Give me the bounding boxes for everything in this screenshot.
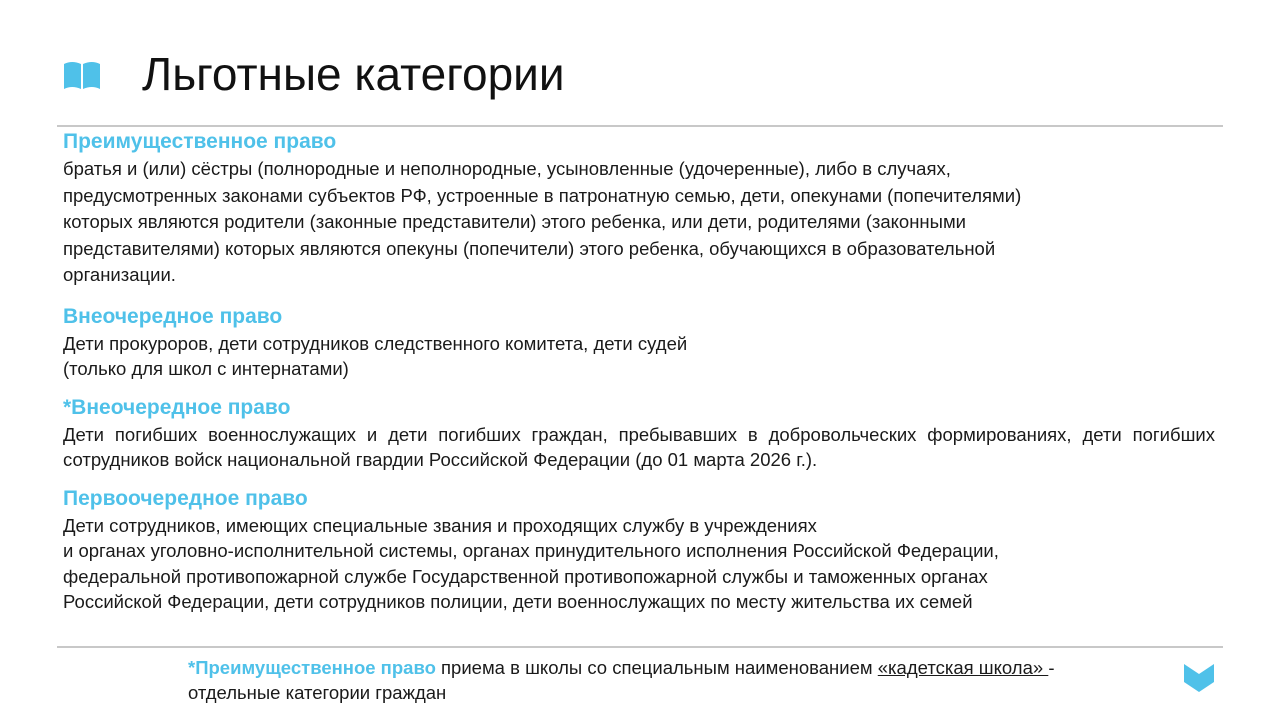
section-heading: Преимущественное право	[63, 130, 337, 153]
text-line: Дети прокуроров, дети сотрудников следственного комитета, дети судей	[63, 332, 688, 354]
section-text	[63, 513, 1215, 615]
bottom-divider	[57, 646, 1223, 648]
text-line: предусмотренных законами субъектов РФ, устроенные в патронатную семью, дети, опекунами (попечителями)	[63, 184, 1022, 206]
top-divider	[57, 125, 1223, 127]
section-text	[63, 156, 1215, 289]
footnote	[188, 655, 1148, 705]
text-line: представителями) которых являются опекуны (попечители) этого ребенка, обучающихся в образовательной	[63, 237, 996, 259]
cadet-school-link[interactable]: «кадетская школа»	[877, 657, 1049, 678]
footnote-tail: - отдельные категории граждан	[188, 657, 1055, 703]
text-line: которых являются родители (законные представители) этого ребенка, или дети, родителями (законными	[63, 211, 966, 232]
section-out-of-turn-right	[63, 303, 1215, 382]
footnote-heading: *Преимущественное право	[188, 657, 436, 678]
section-heading: Внеочередное право	[63, 304, 283, 328]
footnote-text: приема в школы со специальным наименованием	[435, 657, 878, 678]
text-line: братья и (или) сёстры (полнородные и неполнородные, усыновленные (удочеренные), либо в случаях,	[63, 158, 951, 179]
book-icon	[63, 60, 101, 90]
section-heading: *Внеочередное право	[63, 395, 291, 419]
text-line: (только для школ с интернатами)	[63, 358, 349, 379]
text-line: Дети сотрудников, имеющих специальные звания и проходящих службу в учреждениях	[63, 514, 817, 536]
section-priority-right	[63, 485, 1215, 615]
slide-title: Льготные категории	[142, 48, 565, 100]
section-out-of-turn-right-starred	[63, 394, 1215, 473]
section-preferential-right	[63, 128, 1215, 289]
slide-content	[63, 128, 1215, 615]
text-line: федеральной противопожарной службе Государственной противопожарной службы и таможенных органах	[63, 565, 988, 587]
text-line: Российской Федерации, дети сотрудников полиции, дети военнослужащих по месту жительства их семей	[63, 591, 973, 612]
section-heading: Первоочередное право	[63, 486, 308, 510]
section-text: Дети погибших военнослужащих и дети погибших граждан, пребывавших в добровольческих формированиях, дети погибших сотрудников войск национальной гвардии Российской Федерации (до 01 марта 2026 г.).	[63, 423, 1215, 470]
text-line: и органах уголовно-исполнительной системы, органах принудительного исполнения Российской Федерации,	[63, 540, 999, 561]
section-text	[63, 331, 1215, 382]
text-line: организации.	[63, 264, 176, 285]
chevron-down-icon[interactable]	[1184, 662, 1214, 692]
